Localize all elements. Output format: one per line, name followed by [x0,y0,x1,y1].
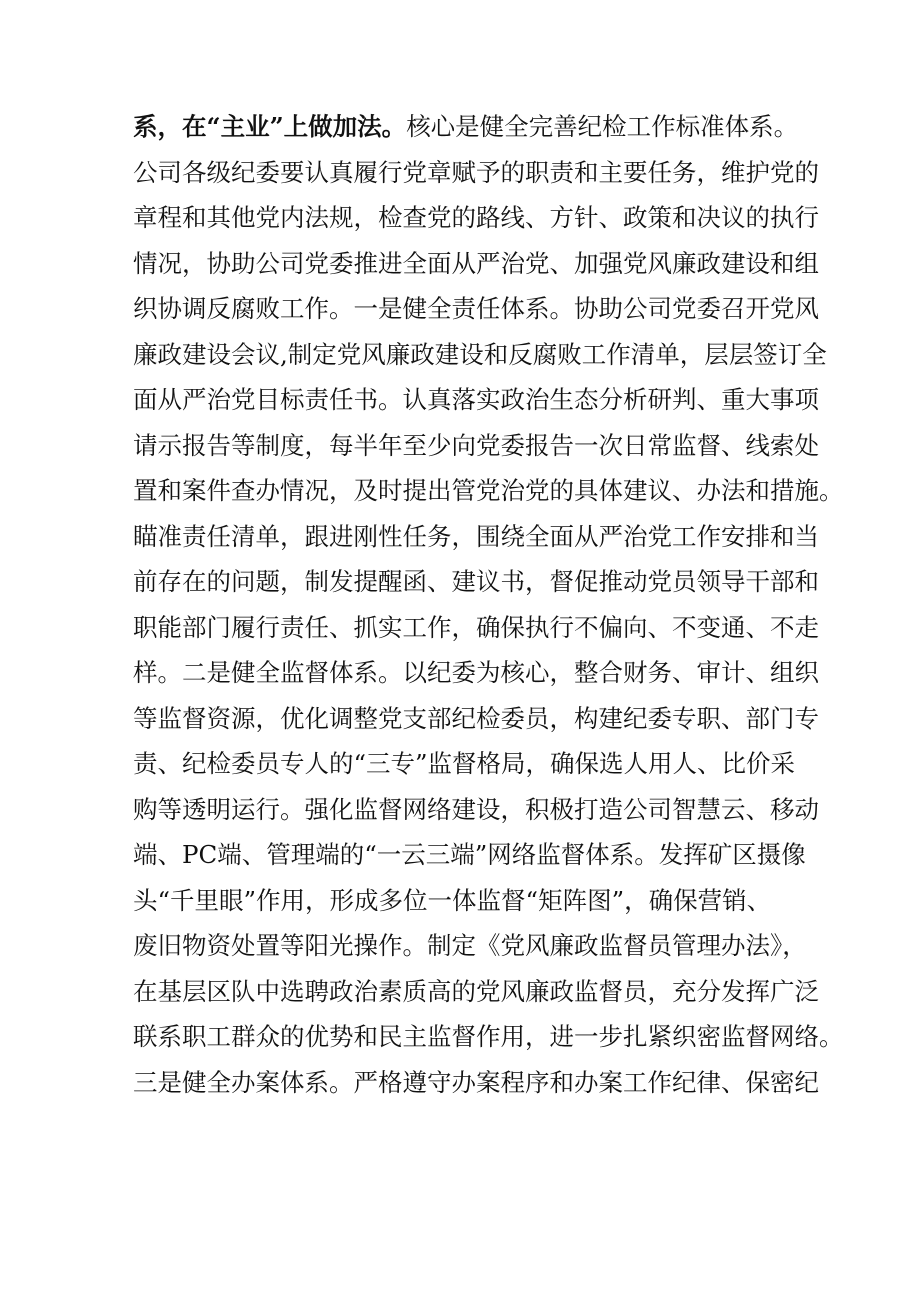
text-line: 等监督资源，优化调整党支部纪检委员，构建纪委专职、部门专 [133,703,819,733]
text-line: 前存在的问题，制发提醒函、建议书，督促推动党员领导干部和 [133,567,819,596]
text-line: 廉政建设会议,制定党风廉政建设和反腐败工作清单，层层签订全 [133,339,827,369]
body-text [133,104,844,1105]
text-line: 章程和其他党内法规，检查党的路线、方针、政策和决议的执行 [133,203,819,232]
text-line: 情况，协助公司党委推进全面从严治党、加强党风廉政建设和组 [133,248,819,278]
lead-continuation-text: 核心是健全完善纪检工作标准体系。 [406,112,799,141]
text-line: 端、PC端、管理端的“一云三端”网络监督体系。发挥矿区摄像 [133,840,806,869]
text-line: 置和案件查办情况，及时提出管党治党的具体建议、办法和措施。 [133,476,844,505]
text-line: 头“千里眼”作用，形成多位一体监督“矩阵图”，确保营销、 [133,885,772,915]
text-line: 瞄准责任清单，跟进刚性任务，围绕全面从严治党工作安排和当 [133,521,819,551]
text-line: 织协调反腐败工作。一是健全责任体系。协助公司党委召开党风 [133,294,819,323]
text-line: 请示报告等制度，每半年至少向党委报告一次日常监督、线索处 [133,430,819,460]
text-line: 样。二是健全监督体系。以纪委为核心，整合财务、审计、组织 [133,658,819,687]
text-line: 职能部门履行责任、抓实工作，确保执行不偏向、不变通、不走 [133,612,819,642]
text-line: 公司各级纪委要认真履行党章赋予的职责和主要任务，维护党的 [133,157,819,187]
text-line: 废旧物资处置等阳光操作。制定《党风廉政监督员管理办法》， [133,931,807,960]
text-line-1 [133,104,803,150]
text-line: 三是健全办案体系。严格遵守办案程序和办案工作纪律、保密纪 [133,1067,819,1097]
text-line: 责、纪检委员专人的“三专”监督格局，确保选人用人、比价采 [133,749,796,778]
text-line: 联系职工群众的优势和民主监督作用，进一步扎紧织密监督网络。 [133,1022,844,1051]
text-line: 面从严治党目标责任书。认真落实政治生态分析研判、重大事项 [133,385,819,414]
text-line: 购等透明运行。强化监督网络建设，积极打造公司智慧云、移动 [133,794,819,824]
bold-lead-text: 系，在“主业”上做加法。 [133,112,407,141]
text-line: 在基层区队中选聘政治素质高的党风廉政监督员，充分发挥广泛 [133,976,819,1006]
